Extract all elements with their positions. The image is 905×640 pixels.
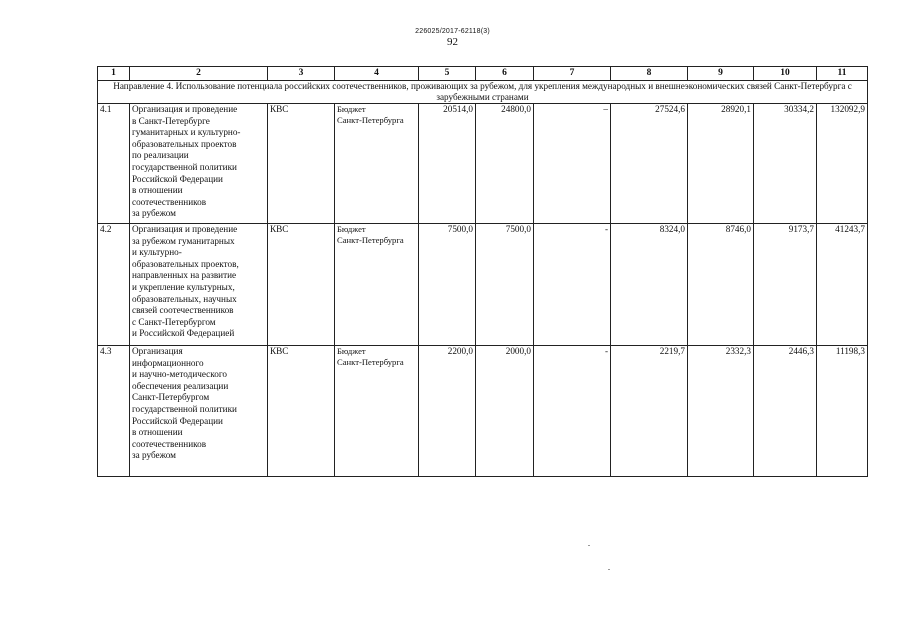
value-cell: 2200,0 xyxy=(419,346,476,477)
activity-name-line: образовательных проектов xyxy=(132,138,237,149)
activity-name-line: соотечественников xyxy=(132,438,207,449)
column-header: 6 xyxy=(476,67,534,81)
column-header: 5 xyxy=(419,67,476,81)
activity-name-line: Организация и проведение xyxy=(132,224,238,234)
value-cell: 8746,0 xyxy=(688,224,754,346)
direction-row xyxy=(98,81,868,104)
column-header: 3 xyxy=(268,67,335,81)
value-cell: 2332,3 xyxy=(688,346,754,477)
activity-name-line: в отношении xyxy=(132,427,183,438)
value-cell: 2219,7 xyxy=(611,346,688,477)
activity-name-line: Санкт-Петербургом xyxy=(132,392,210,403)
activity-name-line: соотечественников xyxy=(132,196,207,207)
activity-name xyxy=(130,224,268,346)
total-cell: 11198,3 xyxy=(817,346,868,477)
column-number-header-row xyxy=(98,67,868,81)
activity-name-line: государственной политики xyxy=(132,403,237,414)
activity-name-line: в Санкт-Петербурге xyxy=(132,115,210,126)
activity-name-line: за рубежом гуманитарных xyxy=(132,235,235,246)
activity-name-line: Организация и проведение xyxy=(132,104,238,114)
activity-name-line: в отношении xyxy=(132,185,183,196)
table-row xyxy=(98,224,868,346)
column-header: 2 xyxy=(130,67,268,81)
budget-table xyxy=(97,66,868,477)
table-row xyxy=(98,104,868,224)
total-cell: 41243,7 xyxy=(817,224,868,346)
activity-name-line: по реализации xyxy=(132,150,189,161)
activity-name-line: связей соотечественников xyxy=(132,305,234,316)
value-cell: 24800,0 xyxy=(476,104,534,224)
value-cell: 7500,0 xyxy=(476,224,534,346)
executor: КВС xyxy=(268,104,335,224)
value-cell: 20514,0 xyxy=(419,104,476,224)
value-cell: 27524,6 xyxy=(611,104,688,224)
activity-name-line: за рубежом xyxy=(132,450,176,461)
activity-name-line: Организация xyxy=(132,346,183,356)
column-header: 11 xyxy=(817,67,868,81)
executor: КВС xyxy=(268,346,335,477)
executor: КВС xyxy=(268,224,335,346)
column-header: 4 xyxy=(335,67,419,81)
funding-source-line: Санкт-Петербурга xyxy=(337,234,404,245)
value-cell: 2000,0 xyxy=(476,346,534,477)
activity-name-line: гуманитарных и культурно- xyxy=(132,127,241,138)
funding-source xyxy=(335,104,419,224)
document-registration-number: 226025/2017-62118(3) xyxy=(415,28,490,35)
value-cell: – xyxy=(534,104,611,224)
direction-title: Направление 4. Использование потенциала российских соотечественников, проживающих за рубежом, для укрепления международных и внешнеэкономических связей Санкт-Петербурга с зарубежными странами xyxy=(98,81,868,104)
value-cell: 8324,0 xyxy=(611,224,688,346)
column-header: 1 xyxy=(98,67,130,81)
funding-source xyxy=(335,346,419,477)
activity-name-line: за рубежом xyxy=(132,208,176,219)
funding-source-line: Санкт-Петербурга xyxy=(337,356,404,367)
value-cell: 28920,1 xyxy=(688,104,754,224)
scan-speck xyxy=(588,545,590,546)
row-number: 4.1 xyxy=(98,104,130,224)
activity-name-line: Российской Федерации xyxy=(132,415,223,426)
funding-source-line: Санкт-Петербурга xyxy=(337,114,404,125)
activity-name-line: и укрепление культурных, xyxy=(132,281,235,292)
page-number: 92 xyxy=(447,36,458,48)
activity-name-line: обеспечения реализации xyxy=(132,380,229,391)
scan-speck xyxy=(608,569,610,570)
activity-name-line: государственной политики xyxy=(132,161,237,172)
activity-name-line: образовательных, научных xyxy=(132,293,237,304)
value-cell: 30334,2 xyxy=(754,104,817,224)
row-number: 4.2 xyxy=(98,224,130,346)
value-cell: 2446,3 xyxy=(754,346,817,477)
activity-name xyxy=(130,346,268,477)
table-row xyxy=(98,346,868,477)
funding-source-line: Бюджет xyxy=(337,346,366,356)
column-header: 7 xyxy=(534,67,611,81)
value-cell: 9173,7 xyxy=(754,224,817,346)
funding-source-line: Бюджет xyxy=(337,104,366,114)
activity-name-line: образовательных проектов, xyxy=(132,258,239,269)
activity-name-line: и Российской Федерацией xyxy=(132,328,235,339)
activity-name-line: и научно-методического xyxy=(132,369,227,380)
activity-name xyxy=(130,104,268,224)
column-header: 9 xyxy=(688,67,754,81)
activity-name-line: с Санкт-Петербургом xyxy=(132,316,216,327)
row-number: 4.3 xyxy=(98,346,130,477)
value-cell: 7500,0 xyxy=(419,224,476,346)
activity-name-line: Российской Федерации xyxy=(132,173,223,184)
activity-name-line: направленных на развитие xyxy=(132,270,237,281)
activity-name-line: информационного xyxy=(132,357,204,368)
funding-source xyxy=(335,224,419,346)
column-header: 10 xyxy=(754,67,817,81)
column-header: 8 xyxy=(611,67,688,81)
value-cell: - xyxy=(534,346,611,477)
total-cell: 132092,9 xyxy=(817,104,868,224)
value-cell: - xyxy=(534,224,611,346)
funding-source-line: Бюджет xyxy=(337,224,366,234)
activity-name-line: и культурно- xyxy=(132,247,182,258)
